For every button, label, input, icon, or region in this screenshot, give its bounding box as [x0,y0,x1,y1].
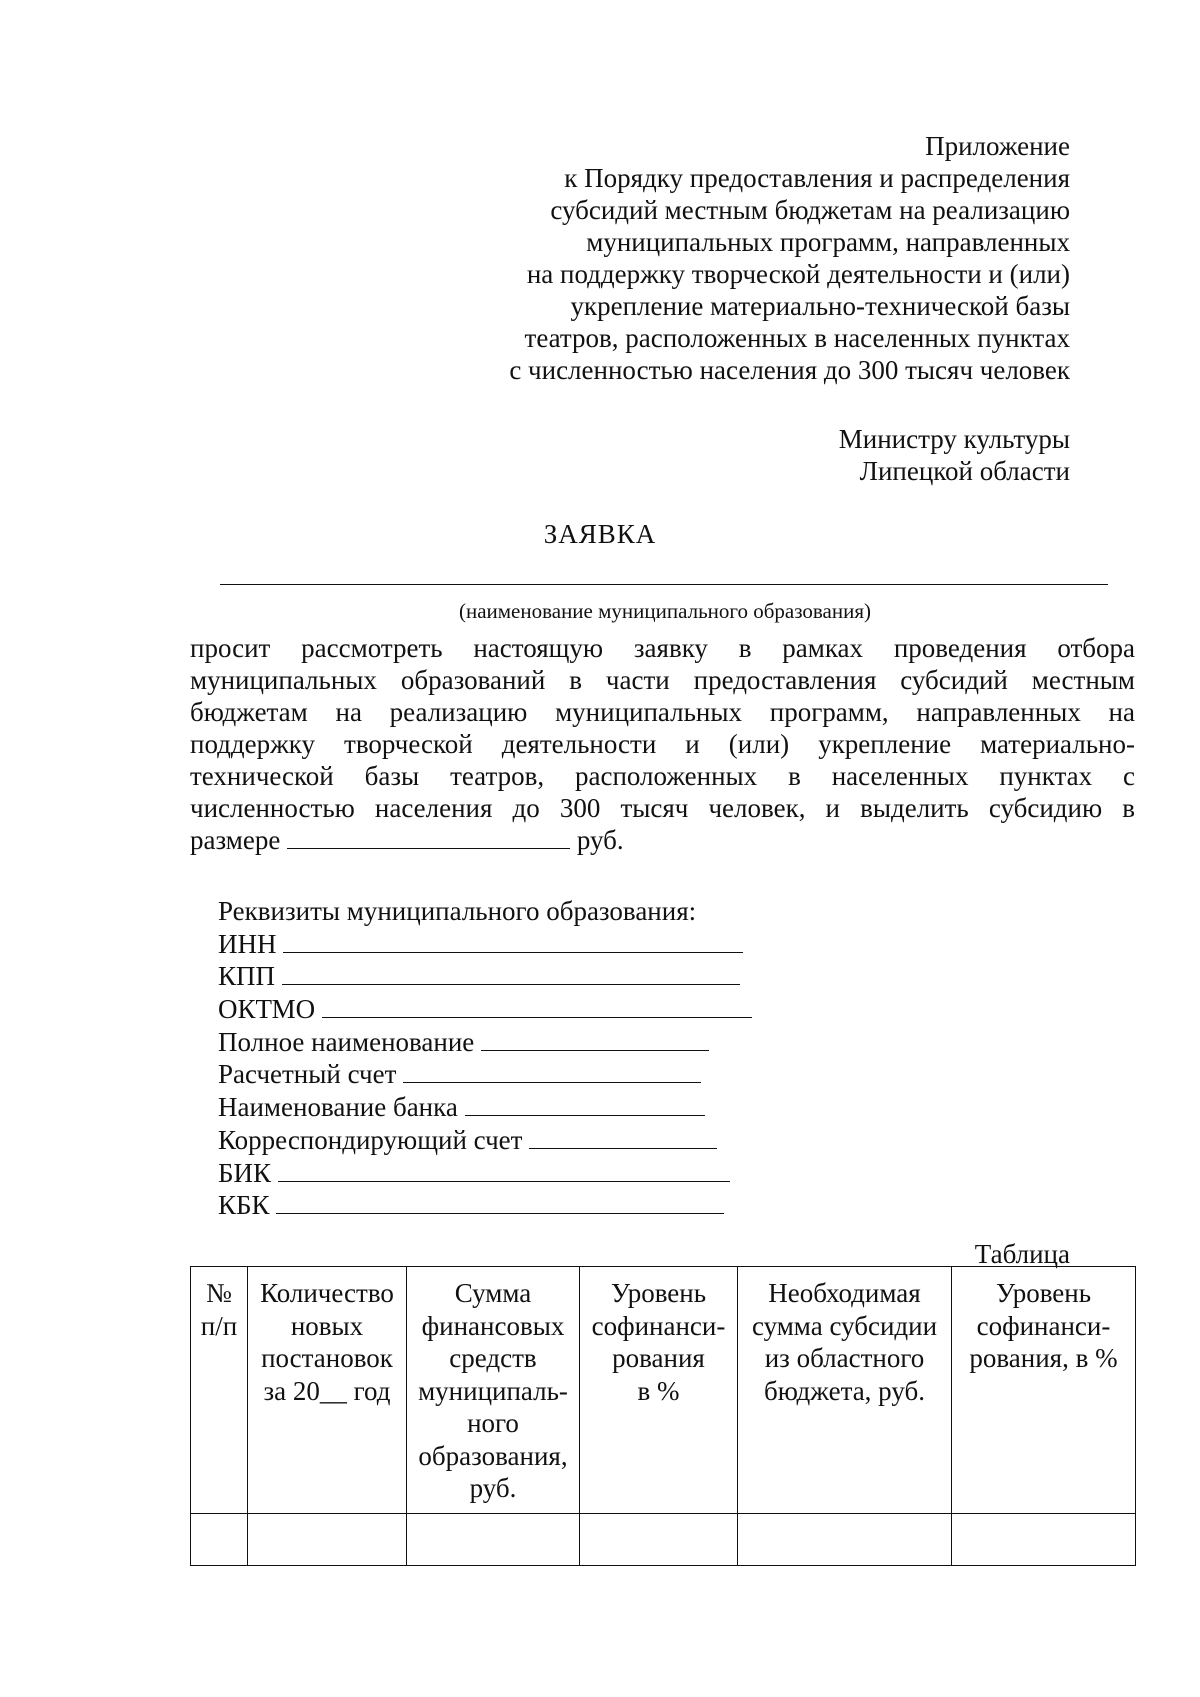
requisite-label: КБК [218,1190,270,1221]
header-productions-count: Количество новых постановок за 20__ год [248,1267,407,1514]
requisite-blank [278,1157,730,1182]
header-number: № п/п [191,1267,248,1514]
requisite-kbk [218,1189,918,1222]
requisite-full-name [218,1026,918,1059]
addressee-line: Липецкой области [859,456,1070,486]
requisite-label: ИНН [218,928,277,959]
header-cofinancing-level: Уровень софинанси- рования в % [580,1267,738,1514]
amount-prefix: размере [190,825,281,855]
requisite-label: БИК [218,1157,272,1188]
paragraph-line: муниципальных образований в части предоставления субсидий местным [190,665,1135,695]
table-cell[interactable] [580,1513,738,1565]
municipality-caption: (наименование муниципального образования) [458,599,872,623]
paragraph-line: численностью населения до 300 тысяч человек, и выделить субсидию в [190,793,1135,823]
addressee-block [570,423,1070,487]
paragraph-line: бюджетам на реализацию муниципальных программ, направленных на [190,697,1135,727]
requisite-corr-account [218,1124,918,1157]
requisite-blank [282,960,740,985]
requisite-blank [403,1058,701,1083]
requisite-label: ОКТМО [218,994,316,1025]
table-cell[interactable] [407,1513,580,1565]
requisites-heading: Реквизиты муниципального образования: [218,896,697,926]
table-cell[interactable] [191,1513,248,1565]
header-municipal-funds: Сумма финансовых средств муниципаль- ного образования, руб. [407,1267,580,1514]
requisite-blank [481,1026,709,1051]
requisite-blank [322,993,752,1018]
requisite-label: Наименование банка [218,1092,458,1123]
paragraph-line: поддержку творческой деятельности и (или) укрепление материально- [190,729,1135,759]
appendix-line: на поддержку творческой деятельности и (или) [526,259,1070,289]
appendix-line: муниципальных программ, направленных [586,227,1070,257]
requisites-block [218,895,918,1222]
paragraph-line: просит рассмотреть настоящую заявку в рамках проведения отбора [190,633,1135,663]
requisite-label: Полное наименование [218,1026,475,1057]
requisite-blank [276,1189,724,1214]
requisite-blank [465,1091,705,1116]
header-cofinancing-level-percent: Уровень софинанси- рования, в % [952,1267,1136,1514]
header-required-subsidy: Необходимая сумма субсидии из областного бюджета, руб. [738,1267,952,1514]
requisite-inn [218,928,918,961]
amount-blank [287,824,570,849]
table-row [191,1513,1136,1565]
requisite-kpp [218,960,918,993]
requisite-account [218,1058,918,1091]
paragraph-line: технической базы театров, расположенных в населенных пунктах с [190,761,1135,791]
appendix-line: театров, расположенных в населенных пунктах [524,323,1070,353]
appendix-line: укрепление материально-технической базы [570,291,1070,321]
table-cell[interactable] [738,1513,952,1565]
requisite-label: Корреспондирующий счет [218,1124,523,1155]
requisite-bank-name [218,1091,918,1124]
appendix-line: с численностью населения до 300 тысяч человек [509,355,1070,385]
amount-line [190,824,1135,856]
table-cell[interactable] [952,1513,1136,1565]
requisite-label: КПП [218,961,276,992]
table-header-row [191,1267,1136,1514]
municipality-name-blank [220,584,1108,585]
appendix-line: Приложение [925,131,1070,161]
table-cell[interactable] [248,1513,407,1565]
requisite-blank [529,1124,717,1149]
subsidy-table [190,1266,1136,1566]
requisite-blank [283,928,743,953]
requisite-oktmo [218,993,918,1026]
request-paragraph [190,632,1135,856]
appendix-line: к Порядку предоставления и распределения [564,163,1070,193]
amount-suffix: руб. [576,825,624,855]
appendix-block [430,130,1070,386]
table-caption: Таблица [974,1239,1070,1269]
document-title: ЗАЯВКА [543,519,657,549]
requisite-bik [218,1157,918,1190]
appendix-line: субсидий местным бюджетам на реализацию [550,195,1070,225]
addressee-line: Министру культуры [838,424,1070,454]
requisite-label: Расчетный счет [218,1059,397,1090]
